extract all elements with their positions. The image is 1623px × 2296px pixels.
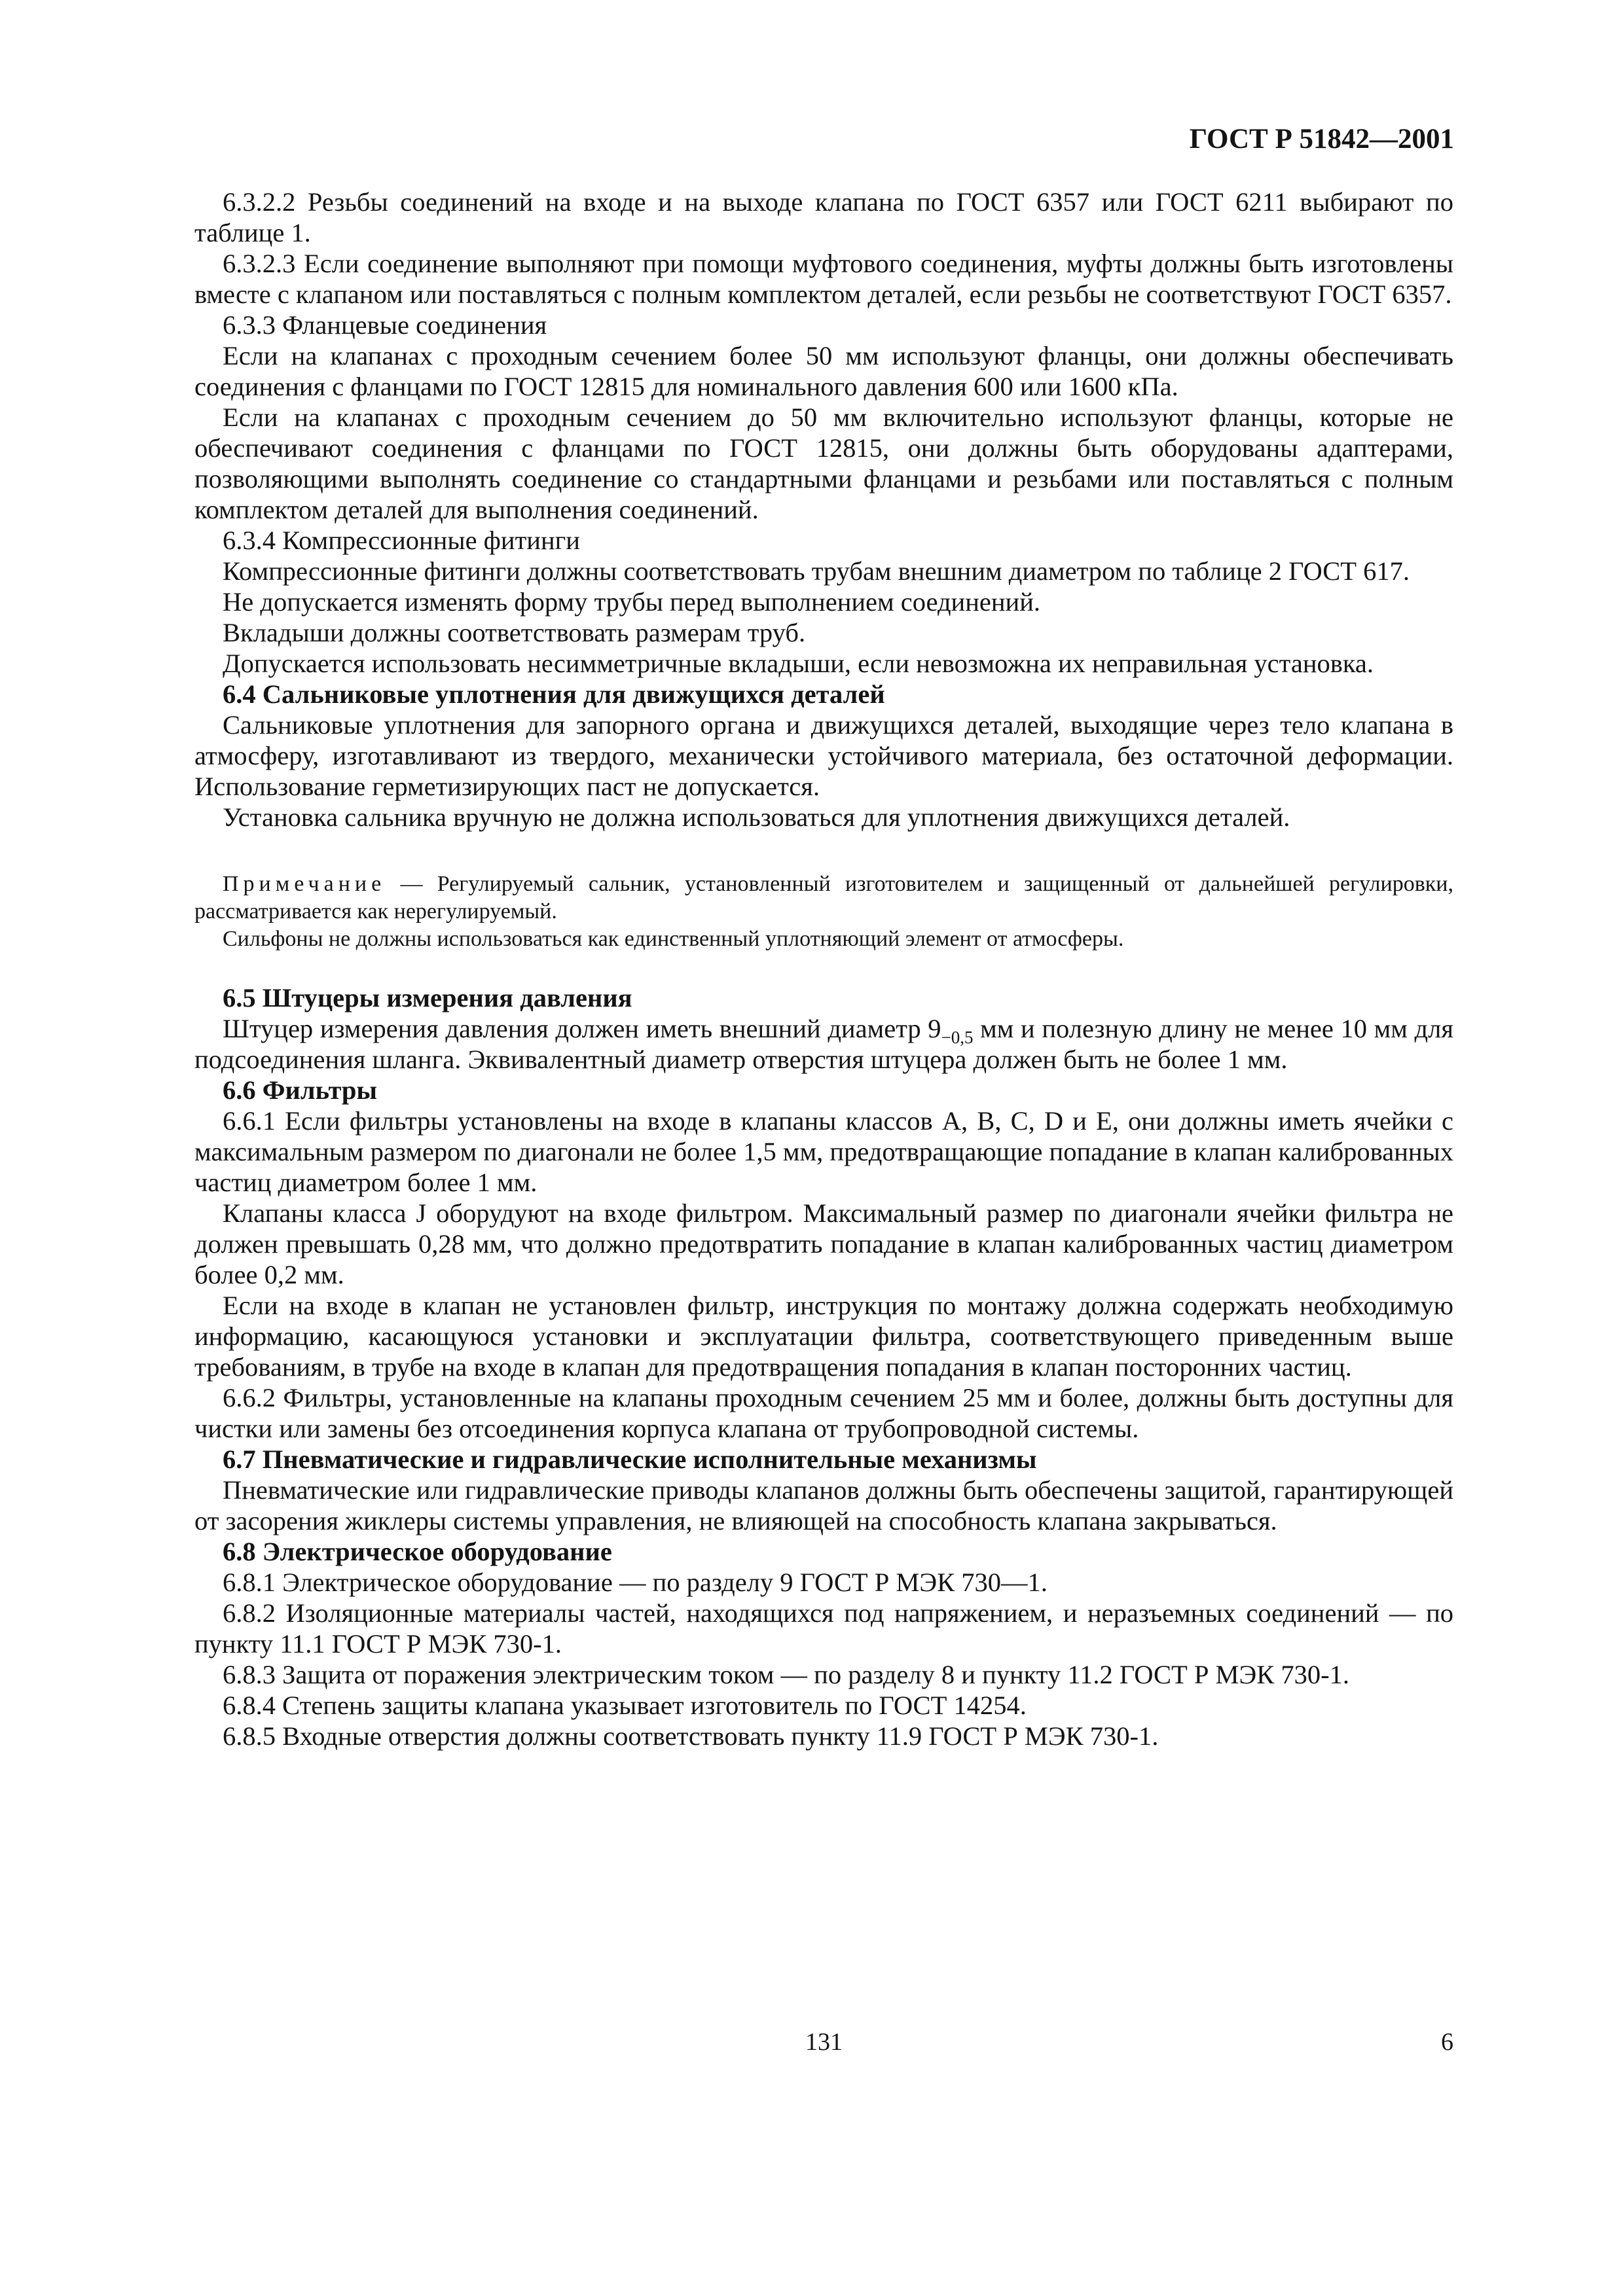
- paragraph: Пневматические или гидравлические приводы клапанов должны быть обеспечены защитой, гарантирующей от засорения жиклеры системы управления, не влияющей на способность клапана закрываться.: [194, 1475, 1453, 1535]
- page-number: 131: [805, 2028, 843, 2056]
- note-text: — Регулируемый сальник, установленный изготовителем и защищенный от дальнейшей регулировки, рассматривается как нерегулируемый.: [194, 872, 1453, 924]
- note-continuation: Сильфоны не должны использоваться как единственный уплотняющий элемент от атмосферы.: [223, 927, 1124, 951]
- clause-6-3-4-title: 6.3.4 Компрессионные фитинги: [223, 526, 580, 555]
- clause-6-6-1: 6.6.1 Если фильтры установлены на входе в клапаны классов А, В, С, D и Е, они должны иметь ячейки с максимальным размером по диагонали не более 1,5 мм, предотвращающие попадание в клапан калиброванных частиц диаметром более 1 мм.: [194, 1106, 1453, 1197]
- clause-6-8-2: 6.8.2 Изоляционные материалы частей, находящихся под напряжением, и неразъемных соединений — по пункту 11.1 ГОСТ Р МЭК 730-1.: [194, 1598, 1453, 1659]
- clause-6-6-2: 6.6.2 Фильтры, установленные на клапаны проходным сечением 25 мм и более, должны быть доступны для чистки или замены без отсоединения корпуса клапана от трубопроводной системы.: [194, 1383, 1453, 1443]
- document-body: [194, 187, 1453, 1751]
- paragraph: Если на входе в клапан не установлен фильтр, инструкция по монтажу должна содержать необходимую информацию, касающуюся установки и эксплуатации фильтра, соответствующего приведенным выше требованиям, в трубе на входе в клапан для предотвращения попадания в клапан посторонних частиц.: [194, 1291, 1453, 1382]
- note-label: Примечание: [223, 872, 386, 896]
- clause-6-8-3: 6.8.3 Защита от поражения электрическим током — по разделу 8 и пункту 11.2 ГОСТ Р МЭК 730-1.: [223, 1660, 1350, 1689]
- text-span: Штуцер измерения давления должен иметь внешний диаметр 9: [223, 1014, 941, 1043]
- paragraph: Если на клапанах с проходным сечением более 50 мм используют фланцы, они должны обеспечивать соединения с фланцами по ГОСТ 12815 для номинального давления 600 или 1600 кПа.: [194, 341, 1453, 401]
- tolerance-subscript: −0,5: [941, 1028, 974, 1047]
- paragraph: Вкладыши должны соответствовать размерам труб.: [223, 618, 806, 647]
- section-heading-6-8: 6.8 Электрическое оборудование: [223, 1537, 612, 1566]
- paragraph: Установка сальника вручную не должна использоваться для уплотнения движущихся деталей.: [223, 802, 1290, 832]
- clause-6-3-2-2: 6.3.2.2 Резьбы соединений на входе и на выходе клапана по ГОСТ 6357 или ГОСТ 6211 выбирают по таблице 1.: [194, 187, 1453, 247]
- sheet-number: 6: [1441, 2028, 1453, 2056]
- clause-6-8-1: 6.8.1 Электрическое оборудование — по разделу 9 ГОСТ Р МЭК 730—1.: [223, 1568, 1048, 1597]
- clause-6-3-3-title: 6.3.3 Фланцевые соединения: [223, 310, 547, 340]
- section-heading-6-6: 6.6 Фильтры: [223, 1075, 377, 1105]
- text-span: мм и полезную длину не менее 10 мм для подсоединения шланга. Эквивалентный диаметр отверстия штуцера должен быть не более 1 мм.: [194, 1014, 1453, 1074]
- paragraph: [194, 1013, 1453, 1075]
- document-code: ГОСТ Р 51842—2001: [1189, 124, 1454, 154]
- section-heading-6-4: 6.4 Сальниковые уплотнения для движущихся деталей: [223, 679, 885, 709]
- clause-6-8-4: 6.8.4 Степень защиты клапана указывает изготовитель по ГОСТ 14254.: [223, 1691, 1027, 1720]
- clause-6-3-2-3: 6.3.2.3 Если соединение выполняют при помощи муфтового соединения, муфты должны быть изготовлены вместе с клапаном или поставляться с полным комплектом деталей, если резьбы не соответствуют ГОСТ 6357.: [194, 249, 1453, 309]
- paragraph: Компрессионные фитинги должны соответствовать трубам внешним диаметром по таблице 2 ГОСТ 617.: [223, 556, 1410, 586]
- note-block: [194, 870, 1453, 953]
- paragraph: Клапаны класса J оборудуют на входе фильтром. Максимальный размер по диагонали ячейки фильтра не должен превышать 0,28 мм, что должно предотвратить попадание в клапан калиброванных частиц диаметром более 0,2 мм.: [194, 1198, 1453, 1289]
- note: [194, 870, 1453, 925]
- clause-6-8-5: 6.8.5 Входные отверстия должны соответствовать пункту 11.9 ГОСТ Р МЭК 730-1.: [223, 1721, 1159, 1751]
- paragraph: Сальниковые уплотнения для запорного органа и движущихся деталей, выходящие через тело клапана в атмосферу, изготавливают из твердого, механически устойчивого материала, без остаточной деформации. Использование герметизирующих паст не допускается.: [194, 710, 1453, 801]
- paragraph: Если на клапанах с проходным сечением до 50 мм включительно используют фланцы, которые не обеспечивают соединения с фланцами по ГОСТ 12815, они должны быть оборудованы адаптерами, позволяющими выполнять соединение со стандартными фланцами и резьбами или поставляться с полным комплектом деталей для выполнения соединений.: [194, 403, 1453, 524]
- section-heading-6-5: 6.5 Штуцеры измерения давления: [223, 983, 632, 1013]
- section-heading-6-7: 6.7 Пневматические и гидравлические исполнительные механизмы: [223, 1444, 1037, 1474]
- paragraph: Допускается использовать несимметричные вкладыши, если невозможна их неправильная установка.: [223, 649, 1374, 678]
- paragraph: Не допускается изменять форму трубы перед выполнением соединений.: [223, 587, 1041, 617]
- page-footer: [194, 2028, 1453, 2060]
